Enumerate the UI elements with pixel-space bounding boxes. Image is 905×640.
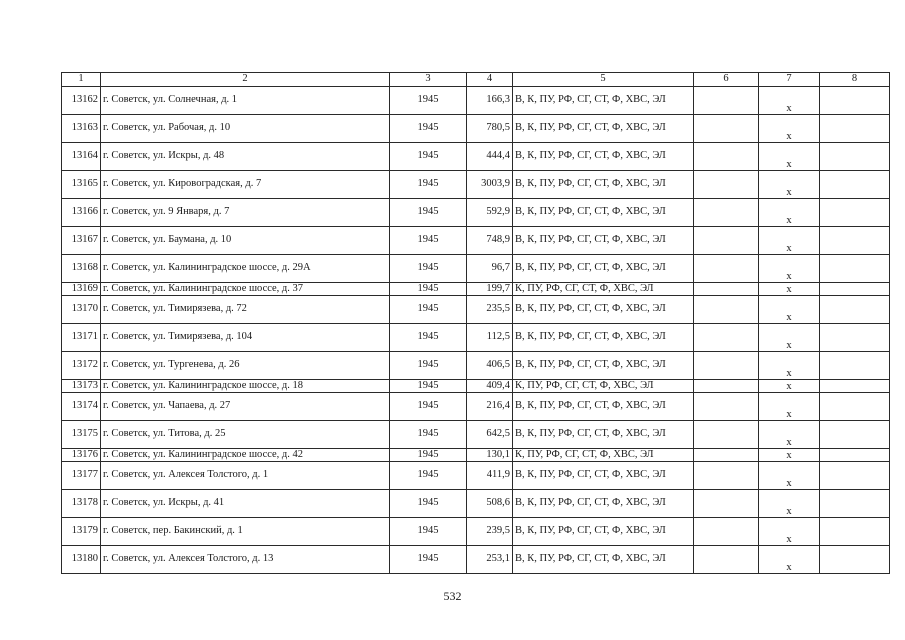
column-8-cell bbox=[820, 283, 890, 296]
table-row bbox=[62, 296, 890, 324]
column-8-cell bbox=[820, 171, 890, 199]
year-cell: 1945 bbox=[390, 462, 467, 490]
table-row bbox=[62, 255, 890, 283]
column-header: 1 bbox=[62, 73, 101, 87]
address-cell: г. Советск, ул. Чапаева, д. 27 bbox=[101, 393, 390, 421]
area-cell: 96,7 bbox=[467, 255, 513, 283]
column-8-cell bbox=[820, 352, 890, 380]
table-row bbox=[62, 115, 890, 143]
column-7-cell: х bbox=[759, 296, 820, 324]
column-7-cell: х bbox=[759, 393, 820, 421]
year-cell: 1945 bbox=[390, 393, 467, 421]
address-cell: г. Советск, ул. Солнечная, д. 1 bbox=[101, 87, 390, 115]
address-cell: г. Советск, ул. Титова, д. 25 bbox=[101, 421, 390, 449]
row-number: 13163 bbox=[62, 115, 101, 143]
year-cell: 1945 bbox=[390, 199, 467, 227]
area-cell: 406,5 bbox=[467, 352, 513, 380]
table-row bbox=[62, 283, 890, 296]
column-6-cell bbox=[694, 171, 759, 199]
services-cell: В, К, ПУ, РФ, СГ, СТ, Ф, ХВС, ЭЛ bbox=[513, 296, 694, 324]
services-cell: К, ПУ, РФ, СГ, СТ, Ф, ХВС, ЭЛ bbox=[513, 380, 694, 393]
column-8-cell bbox=[820, 449, 890, 462]
area-cell: 239,5 bbox=[467, 518, 513, 546]
area-cell: 216,4 bbox=[467, 393, 513, 421]
year-cell: 1945 bbox=[390, 283, 467, 296]
column-header: 2 bbox=[101, 73, 390, 87]
row-number: 13169 bbox=[62, 283, 101, 296]
area-cell: 444,4 bbox=[467, 143, 513, 171]
area-cell: 508,6 bbox=[467, 490, 513, 518]
row-number: 13175 bbox=[62, 421, 101, 449]
year-cell: 1945 bbox=[390, 255, 467, 283]
area-cell: 112,5 bbox=[467, 324, 513, 352]
area-cell: 411,9 bbox=[467, 462, 513, 490]
table-row bbox=[62, 490, 890, 518]
address-cell: г. Советск, ул. Алексея Толстого, д. 1 bbox=[101, 462, 390, 490]
services-cell: В, К, ПУ, РФ, СГ, СТ, Ф, ХВС, ЭЛ bbox=[513, 324, 694, 352]
row-number: 13167 bbox=[62, 227, 101, 255]
year-cell: 1945 bbox=[390, 87, 467, 115]
housing-registry-table bbox=[61, 72, 890, 574]
table-row bbox=[62, 87, 890, 115]
column-7-cell: х bbox=[759, 462, 820, 490]
address-cell: г. Советск, ул. Алексея Толстого, д. 13 bbox=[101, 546, 390, 574]
address-cell: г. Советск, ул. Баумана, д. 10 bbox=[101, 227, 390, 255]
row-number: 13168 bbox=[62, 255, 101, 283]
column-6-cell bbox=[694, 115, 759, 143]
column-7-cell: х bbox=[759, 283, 820, 296]
row-number: 13179 bbox=[62, 518, 101, 546]
area-cell: 166,3 bbox=[467, 87, 513, 115]
column-7-cell: х bbox=[759, 171, 820, 199]
column-8-cell bbox=[820, 255, 890, 283]
row-number: 13164 bbox=[62, 143, 101, 171]
column-8-cell bbox=[820, 462, 890, 490]
year-cell: 1945 bbox=[390, 449, 467, 462]
column-header: 4 bbox=[467, 73, 513, 87]
column-6-cell bbox=[694, 296, 759, 324]
column-7-cell: х bbox=[759, 352, 820, 380]
address-cell: г. Советск, ул. Кировоградская, д. 7 bbox=[101, 171, 390, 199]
column-header: 5 bbox=[513, 73, 694, 87]
column-7-cell: х bbox=[759, 490, 820, 518]
column-8-cell bbox=[820, 546, 890, 574]
row-number: 13170 bbox=[62, 296, 101, 324]
column-7-cell: х bbox=[759, 143, 820, 171]
year-cell: 1945 bbox=[390, 352, 467, 380]
services-cell: В, К, ПУ, РФ, СГ, СТ, Ф, ХВС, ЭЛ bbox=[513, 393, 694, 421]
services-cell: В, К, ПУ, РФ, СГ, СТ, Ф, ХВС, ЭЛ bbox=[513, 227, 694, 255]
column-7-cell: х bbox=[759, 324, 820, 352]
year-cell: 1945 bbox=[390, 380, 467, 393]
services-cell: К, ПУ, РФ, СГ, СТ, Ф, ХВС, ЭЛ bbox=[513, 283, 694, 296]
year-cell: 1945 bbox=[390, 296, 467, 324]
table-row bbox=[62, 546, 890, 574]
column-8-cell bbox=[820, 421, 890, 449]
column-7-cell: х bbox=[759, 87, 820, 115]
column-7-cell: х bbox=[759, 199, 820, 227]
table-row bbox=[62, 449, 890, 462]
table-row bbox=[62, 324, 890, 352]
area-cell: 3003,9 bbox=[467, 171, 513, 199]
column-6-cell bbox=[694, 393, 759, 421]
column-header: 8 bbox=[820, 73, 890, 87]
year-cell: 1945 bbox=[390, 171, 467, 199]
column-8-cell bbox=[820, 199, 890, 227]
column-7-cell: х bbox=[759, 115, 820, 143]
address-cell: г. Советск, ул. Искры, д. 48 bbox=[101, 143, 390, 171]
column-6-cell bbox=[694, 227, 759, 255]
row-number: 13180 bbox=[62, 546, 101, 574]
column-6-cell bbox=[694, 283, 759, 296]
address-cell: г. Советск, ул. Калининградское шоссе, д. 42 bbox=[101, 449, 390, 462]
column-6-cell bbox=[694, 449, 759, 462]
services-cell: В, К, ПУ, РФ, СГ, СТ, Ф, ХВС, ЭЛ bbox=[513, 462, 694, 490]
row-number: 13178 bbox=[62, 490, 101, 518]
year-cell: 1945 bbox=[390, 227, 467, 255]
column-header: 3 bbox=[390, 73, 467, 87]
area-cell: 235,5 bbox=[467, 296, 513, 324]
area-cell: 409,4 bbox=[467, 380, 513, 393]
area-cell: 199,7 bbox=[467, 283, 513, 296]
row-number: 13173 bbox=[62, 380, 101, 393]
column-8-cell bbox=[820, 87, 890, 115]
address-cell: г. Советск, ул. 9 Января, д. 7 bbox=[101, 199, 390, 227]
address-cell: г. Советск, ул. Искры, д. 41 bbox=[101, 490, 390, 518]
column-6-cell bbox=[694, 199, 759, 227]
column-8-cell bbox=[820, 490, 890, 518]
column-8-cell bbox=[820, 324, 890, 352]
column-8-cell bbox=[820, 296, 890, 324]
table-row bbox=[62, 171, 890, 199]
column-6-cell bbox=[694, 421, 759, 449]
year-cell: 1945 bbox=[390, 546, 467, 574]
address-cell: г. Советск, ул. Тимирязева, д. 104 bbox=[101, 324, 390, 352]
services-cell: В, К, ПУ, РФ, СГ, СТ, Ф, ХВС, ЭЛ bbox=[513, 87, 694, 115]
services-cell: В, К, ПУ, РФ, СГ, СТ, Ф, ХВС, ЭЛ bbox=[513, 352, 694, 380]
column-number-header-row bbox=[62, 73, 890, 87]
column-6-cell bbox=[694, 380, 759, 393]
services-cell: В, К, ПУ, РФ, СГ, СТ, Ф, ХВС, ЭЛ bbox=[513, 490, 694, 518]
row-number: 13177 bbox=[62, 462, 101, 490]
table-row bbox=[62, 380, 890, 393]
area-cell: 642,5 bbox=[467, 421, 513, 449]
services-cell: В, К, ПУ, РФ, СГ, СТ, Ф, ХВС, ЭЛ bbox=[513, 546, 694, 574]
address-cell: г. Советск, ул. Рабочая, д. 10 bbox=[101, 115, 390, 143]
services-cell: В, К, ПУ, РФ, СГ, СТ, Ф, ХВС, ЭЛ bbox=[513, 199, 694, 227]
address-cell: г. Советск, ул. Калининградское шоссе, д. 29А bbox=[101, 255, 390, 283]
column-7-cell: х bbox=[759, 449, 820, 462]
column-7-cell: х bbox=[759, 421, 820, 449]
address-cell: г. Советск, ул. Калининградское шоссе, д. 37 bbox=[101, 283, 390, 296]
address-cell: г. Советск, ул. Калининградское шоссе, д. 18 bbox=[101, 380, 390, 393]
column-8-cell bbox=[820, 227, 890, 255]
table-body bbox=[62, 87, 890, 574]
table-row bbox=[62, 352, 890, 380]
column-6-cell bbox=[694, 87, 759, 115]
column-7-cell: х bbox=[759, 255, 820, 283]
row-number: 13166 bbox=[62, 199, 101, 227]
column-6-cell bbox=[694, 462, 759, 490]
row-number: 13171 bbox=[62, 324, 101, 352]
services-cell: К, ПУ, РФ, СГ, СТ, Ф, ХВС, ЭЛ bbox=[513, 449, 694, 462]
area-cell: 130,1 bbox=[467, 449, 513, 462]
row-number: 13176 bbox=[62, 449, 101, 462]
address-cell: г. Советск, пер. Бакинский, д. 1 bbox=[101, 518, 390, 546]
area-cell: 748,9 bbox=[467, 227, 513, 255]
address-cell: г. Советск, ул. Тургенева, д. 26 bbox=[101, 352, 390, 380]
table-row bbox=[62, 199, 890, 227]
services-cell: В, К, ПУ, РФ, СГ, СТ, Ф, ХВС, ЭЛ bbox=[513, 421, 694, 449]
column-8-cell bbox=[820, 115, 890, 143]
year-cell: 1945 bbox=[390, 324, 467, 352]
column-7-cell: х bbox=[759, 380, 820, 393]
column-6-cell bbox=[694, 518, 759, 546]
column-6-cell bbox=[694, 352, 759, 380]
column-6-cell bbox=[694, 324, 759, 352]
row-number: 13174 bbox=[62, 393, 101, 421]
column-8-cell bbox=[820, 518, 890, 546]
column-6-cell bbox=[694, 490, 759, 518]
address-cell: г. Советск, ул. Тимирязева, д. 72 bbox=[101, 296, 390, 324]
column-8-cell bbox=[820, 143, 890, 171]
column-8-cell bbox=[820, 393, 890, 421]
services-cell: В, К, ПУ, РФ, СГ, СТ, Ф, ХВС, ЭЛ bbox=[513, 115, 694, 143]
column-6-cell bbox=[694, 143, 759, 171]
page-number: 532 bbox=[443, 589, 462, 603]
column-7-cell: х bbox=[759, 227, 820, 255]
column-7-cell: х bbox=[759, 546, 820, 574]
row-number: 13172 bbox=[62, 352, 101, 380]
table-row bbox=[62, 462, 890, 490]
services-cell: В, К, ПУ, РФ, СГ, СТ, Ф, ХВС, ЭЛ bbox=[513, 255, 694, 283]
column-header: 7 bbox=[759, 73, 820, 87]
area-cell: 253,1 bbox=[467, 546, 513, 574]
year-cell: 1945 bbox=[390, 421, 467, 449]
services-cell: В, К, ПУ, РФ, СГ, СТ, Ф, ХВС, ЭЛ bbox=[513, 518, 694, 546]
table-row bbox=[62, 421, 890, 449]
row-number: 13165 bbox=[62, 171, 101, 199]
column-7-cell: х bbox=[759, 518, 820, 546]
year-cell: 1945 bbox=[390, 490, 467, 518]
column-6-cell bbox=[694, 546, 759, 574]
year-cell: 1945 bbox=[390, 143, 467, 171]
column-6-cell bbox=[694, 255, 759, 283]
area-cell: 592,9 bbox=[467, 199, 513, 227]
year-cell: 1945 bbox=[390, 518, 467, 546]
year-cell: 1945 bbox=[390, 115, 467, 143]
services-cell: В, К, ПУ, РФ, СГ, СТ, Ф, ХВС, ЭЛ bbox=[513, 143, 694, 171]
column-header: 6 bbox=[694, 73, 759, 87]
table-row bbox=[62, 393, 890, 421]
table-row bbox=[62, 143, 890, 171]
row-number: 13162 bbox=[62, 87, 101, 115]
services-cell: В, К, ПУ, РФ, СГ, СТ, Ф, ХВС, ЭЛ bbox=[513, 171, 694, 199]
table-row bbox=[62, 227, 890, 255]
area-cell: 780,5 bbox=[467, 115, 513, 143]
table-row bbox=[62, 518, 890, 546]
column-8-cell bbox=[820, 380, 890, 393]
